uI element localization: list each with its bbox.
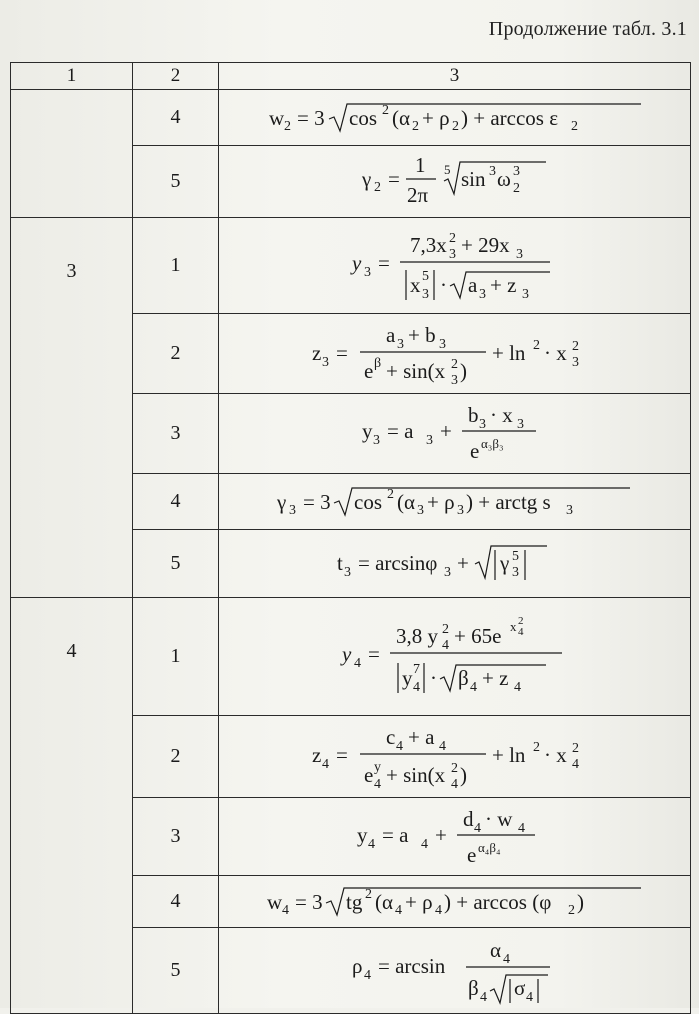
formula-cell [219,928,691,1014]
svg-text:· x: · x [543,742,567,767]
svg-text:2: 2 [532,337,540,353]
header-col-2: 2 [133,63,219,90]
svg-text:7,3x: 7,3x [409,232,447,257]
svg-text:4: 4 [395,738,403,754]
svg-text:4: 4 [353,655,361,671]
svg-text:z: z [311,340,321,365]
svg-text:2: 2 [448,230,456,246]
table-row [11,218,691,314]
svg-text:σ: σ [513,975,525,1000]
formula-cell [219,394,691,474]
item-number: 5 [133,928,219,1014]
svg-text:3: 3 [456,502,464,518]
svg-text:y: y [351,250,361,275]
svg-text:4: 4 [412,679,420,695]
svg-text:3: 3 [571,354,579,370]
svg-text:+ sin(x: + sin(x [385,762,445,787]
svg-text:b: b [467,402,478,427]
svg-text:3: 3 [288,502,296,518]
svg-text:3: 3 [488,163,496,179]
svg-text:y: y [373,759,381,775]
svg-text:7: 7 [412,661,420,677]
svg-text:· x: · x [489,402,513,427]
svg-text:2: 2 [517,614,523,627]
formula-cell [219,314,691,394]
svg-text:4: 4 [513,679,521,695]
svg-text:) + arctg s: ) + arctg s [465,489,551,514]
svg-text:5: 5 [421,268,429,284]
svg-text:4: 4 [525,989,533,1005]
formula-cell [219,146,691,218]
svg-text:2: 2 [571,338,579,354]
svg-text:) + arccos (φ: ) + arccos (φ [443,889,551,914]
svg-text:+ z: + z [481,665,508,690]
item-number: 4 [133,474,219,530]
svg-text:z: z [311,742,321,767]
svg-text:ρ: ρ [351,953,362,978]
svg-text:= 3: = 3 [296,105,325,130]
svg-text:t: t [336,550,343,575]
svg-text:3: 3 [372,432,380,448]
svg-text:3: 3 [421,286,429,302]
svg-text:γ: γ [276,489,286,514]
svg-text:β: β [467,975,479,1000]
formula-cell [219,876,691,928]
svg-text:w: w [266,889,282,914]
svg-text:5: 5 [443,161,450,177]
svg-text:4: 4 [420,836,428,852]
svg-text:+: + [456,550,469,575]
svg-text:α₄β₄: α₄β₄ [477,839,500,855]
svg-text:+ ln: + ln [491,742,525,767]
svg-text:=: = [335,340,348,365]
svg-text:4: 4 [321,756,329,772]
svg-text:5: 5 [511,548,519,564]
item-number: 1 [133,218,219,314]
svg-text:4: 4 [517,820,525,836]
svg-text:+ ρ: + ρ [421,105,450,130]
svg-text:x: x [509,618,516,634]
svg-text:+: + [439,418,452,443]
table-row [11,598,691,716]
item-number: 5 [133,530,219,598]
svg-text:=: = [377,250,390,275]
formula-w4 [265,882,645,922]
formula-cell [219,716,691,798]
svg-text:4: 4 [479,989,487,1005]
svg-text:3: 3 [565,502,573,518]
item-number: 4 [133,876,219,928]
svg-text:=: = [367,641,380,666]
svg-text:3: 3 [443,564,451,580]
svg-text:y: y [341,641,351,666]
item-number: 3 [133,798,219,876]
svg-text:2: 2 [450,356,458,372]
svg-text:4: 4 [281,902,289,918]
item-number: 5 [133,146,219,218]
svg-text:= 3: = 3 [302,489,331,514]
formula-w2 [265,98,645,138]
svg-text:= arcsin: = arcsin [377,953,445,978]
svg-text:2π: 2π [406,182,428,207]
svg-text:3: 3 [438,336,446,352]
formula-gamma2 [360,150,550,214]
formula-table [10,62,691,1014]
formula-z3 [310,318,600,390]
formula-y4-1 [340,611,570,703]
svg-text:3: 3 [478,286,486,302]
svg-text:e: e [363,358,373,383]
svg-text:γ: γ [499,550,509,575]
svg-text:= 3: = 3 [294,889,323,914]
svg-text:· x: · x [543,340,567,365]
svg-text:β: β [373,355,381,371]
svg-text:2: 2 [450,760,458,776]
svg-text:2: 2 [571,740,579,756]
svg-text:2: 2 [364,886,372,902]
svg-text:·: · [439,272,447,297]
item-number: 1 [133,598,219,716]
svg-text:= arcsinφ: = arcsinφ [357,550,437,575]
svg-text:+ b: + b [407,322,436,347]
formula-cell [219,598,691,716]
svg-text:a: a [467,272,477,297]
svg-text:e: e [363,762,373,787]
svg-text:c: c [385,724,395,749]
svg-text:4: 4 [394,902,402,918]
svg-text:2: 2 [386,486,394,502]
svg-text:+: + [434,822,447,847]
svg-text:2: 2 [381,102,389,118]
svg-text:γ: γ [361,166,371,191]
formula-y4-3 [355,802,555,872]
svg-text:2: 2 [532,739,540,755]
svg-text:1: 1 [414,152,425,177]
svg-text:ω: ω [496,166,511,191]
svg-text:3: 3 [450,372,458,388]
header-row [11,63,691,90]
svg-text:β: β [457,665,469,690]
svg-text:+ 29x: + 29x [460,232,510,257]
table-row [11,90,691,146]
formula-t3 [335,538,575,590]
svg-text:2: 2 [512,180,520,196]
svg-text:+ sin(x: + sin(x [385,358,445,383]
formula-cell [219,798,691,876]
svg-text:2: 2 [570,118,578,134]
svg-text:sin: sin [460,166,486,191]
svg-text:): ) [459,762,467,787]
svg-text:) + arccos ε: ) + arccos ε [460,105,558,130]
item-number: 2 [133,716,219,798]
svg-text:tg: tg [345,889,362,914]
svg-text:3: 3 [511,564,519,580]
svg-text:2: 2 [283,118,291,134]
svg-text:): ) [576,889,584,914]
variant-cell [11,90,133,218]
svg-text:y: y [361,418,372,443]
svg-text:2: 2 [451,118,459,134]
svg-text:(α: (α [396,489,415,514]
header-col-1: 1 [11,63,133,90]
svg-text:d: d [462,806,473,831]
svg-text:3: 3 [343,564,351,580]
svg-text:x: x [409,272,420,297]
formula-y3-1 [350,224,560,308]
svg-text:2: 2 [441,621,449,637]
svg-text:2: 2 [411,118,419,134]
variant-cell: 3 [11,218,133,598]
svg-text:4: 4 [450,776,458,792]
svg-text:3: 3 [321,354,329,370]
item-number: 4 [133,90,219,146]
svg-text:4: 4 [473,820,481,836]
formula-cell [219,530,691,598]
svg-text:cos: cos [348,105,377,130]
svg-text:= a: = a [381,822,408,847]
svg-text:3: 3 [478,416,486,432]
item-number: 2 [133,314,219,394]
svg-text:· w: · w [484,806,512,831]
formula-z4 [310,720,600,794]
svg-text:·: · [429,665,437,690]
svg-text:4: 4 [373,776,381,792]
svg-text:a: a [385,322,395,347]
svg-text:2: 2 [373,179,381,195]
svg-text:4: 4 [502,951,510,967]
svg-text:4: 4 [438,738,446,754]
svg-text:y: y [356,822,367,847]
svg-text:cos: cos [353,489,382,514]
svg-text:α: α [489,937,501,962]
svg-text:(α: (α [391,105,410,130]
svg-text:3: 3 [515,246,523,262]
formula-rho4 [350,933,560,1009]
svg-text:α₃β₃: α₃β₃ [480,435,503,451]
svg-text:y: y [401,665,412,690]
formula-gamma3 [275,482,635,522]
svg-text:(α: (α [374,889,393,914]
formula-cell [219,474,691,530]
svg-text:3: 3 [512,163,520,179]
svg-text:e: e [466,842,476,867]
svg-text:2: 2 [567,902,575,918]
svg-text:4: 4 [441,637,449,653]
svg-text:4: 4 [469,679,477,695]
svg-text:4: 4 [363,967,371,983]
svg-text:4: 4 [517,625,523,638]
svg-text:3: 3 [521,286,529,302]
svg-text:e: e [469,438,479,463]
svg-text:4: 4 [571,756,579,772]
svg-text:+ ln: + ln [491,340,525,365]
svg-text:): ) [459,358,467,383]
svg-text:3: 3 [448,246,456,262]
svg-text:+ a: + a [407,724,434,749]
formula-cell [219,218,691,314]
svg-text:w: w [268,105,284,130]
svg-text:3: 3 [363,264,371,280]
svg-text:=: = [387,166,400,191]
svg-text:+ ρ: + ρ [426,489,455,514]
svg-text:3: 3 [516,416,524,432]
svg-text:+ z: + z [489,272,516,297]
svg-text:=: = [335,742,348,767]
svg-text:3: 3 [425,432,433,448]
svg-text:4: 4 [434,902,442,918]
svg-text:+ 65e: + 65e [453,623,501,648]
item-number: 3 [133,394,219,474]
svg-text:3,8 y: 3,8 y [395,623,438,648]
table-caption: Продолжение табл. 3.1 [488,18,687,40]
svg-text:4: 4 [367,836,375,852]
variant-cell: 4 [11,598,133,1014]
svg-text:3: 3 [396,336,404,352]
formula-y3-3 [360,398,550,470]
header-col-3: 3 [219,63,691,90]
svg-text:+ ρ: + ρ [404,889,433,914]
formula-cell [219,90,691,146]
svg-text:= a: = a [386,418,413,443]
svg-text:3: 3 [416,502,424,518]
